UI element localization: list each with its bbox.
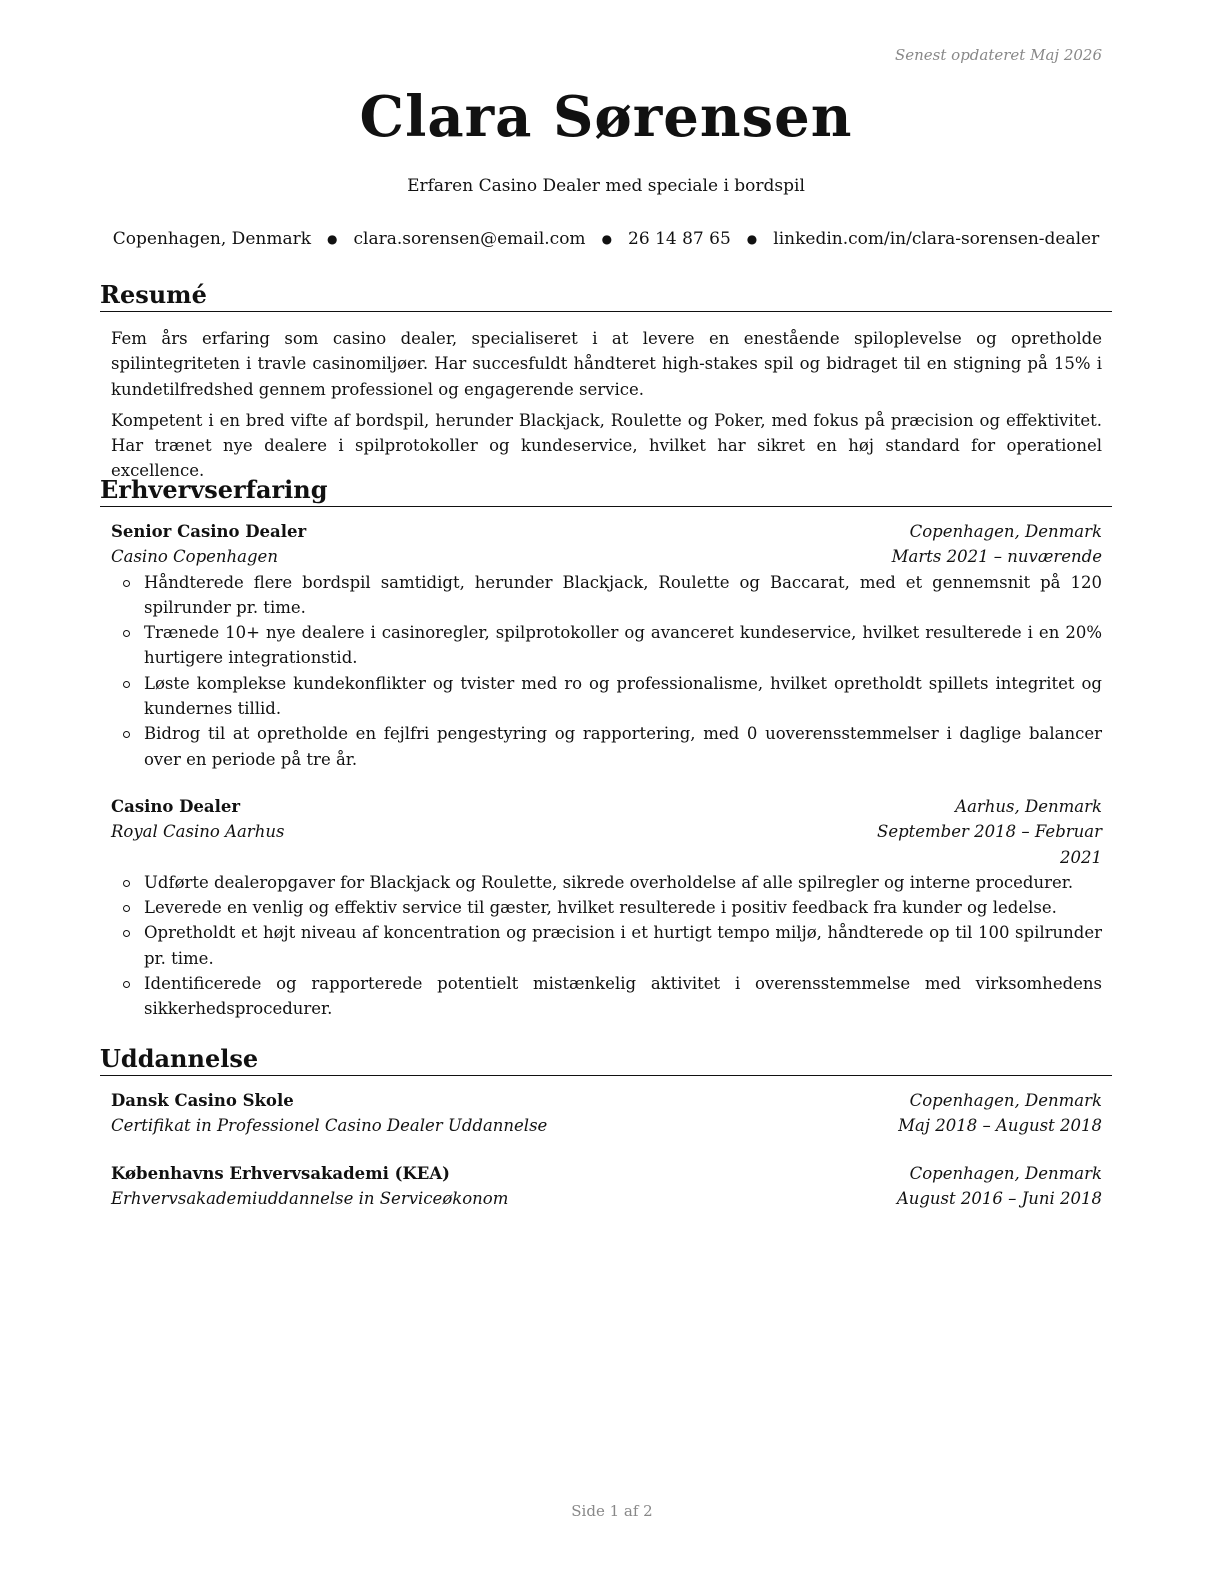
contact-line xyxy=(100,229,1112,249)
list-item: Trænede 10+ nye dealere i casinoregler, spilprotokoller og avanceret kundeservice, hvilket resulterede i en 20% hurtigere integrationstid. xyxy=(111,620,1102,671)
bullet-separator-icon: ● xyxy=(746,232,758,246)
resume-page xyxy=(100,0,1112,1584)
job-entry xyxy=(111,519,1102,772)
contact-linkedin[interactable]: linkedin.com/in/clara-sorensen-dealer xyxy=(773,229,1100,249)
section-title-experience: Erhvervserfaring xyxy=(100,475,1112,507)
list-item: Opretholdt et højt niveau af koncentration og præcision i et hurtigt tempo miljø, håndterede op til 100 spilrunder pr. time. xyxy=(111,920,1102,971)
section-title-summary: Resumé xyxy=(100,280,1112,312)
job-location: Aarhus, Denmark xyxy=(955,796,1102,816)
school-location: Copenhagen, Denmark xyxy=(909,1091,1102,1110)
school-degree: Erhvervsakademiuddannelse in Serviceøkonom xyxy=(111,1188,509,1208)
school-name: Dansk Casino Skole xyxy=(111,1091,294,1110)
job-entry xyxy=(111,794,1102,1022)
contact-email[interactable]: clara.sorensen@email.com xyxy=(353,229,586,249)
job-company: Royal Casino Aarhus xyxy=(111,822,285,842)
school-degree: Certifikat in Professionel Casino Dealer Uddannelse xyxy=(111,1116,548,1136)
school-location: Copenhagen, Denmark xyxy=(909,1163,1102,1183)
job-bullets xyxy=(111,570,1102,772)
education-entry xyxy=(111,1088,1102,1139)
job-bullets xyxy=(111,870,1102,1022)
education-entry xyxy=(111,1161,1102,1212)
summary-paragraph: Fem års erfaring som casino dealer, specialiseret i at levere en enestående spiloplevelse og opretholde spilintegriteten i travle casinomiljøer. Har succesfuldt håndteret high-stakes spil og bidraget til en stigning på 15% i kundetilfredshed gennem professionel og engagerende service. xyxy=(111,329,1102,399)
summary-paragraph: Kompetent i en bred vifte af bordspil, herunder Blackjack, Roulette og Poker, med fokus på præcision og effektivitet. Har trænet nye dealere i spilprotokoller og kundeservice, hvilket har sikret en høj standard for operationel excellence. xyxy=(111,410,1102,481)
list-item: Håndterede flere bordspil samtidigt, herunder Blackjack, Roulette og Baccarat, med et gennemsnit på 120 spilrunder pr. time. xyxy=(111,570,1102,621)
school-dates: August 2016 – Juni 2018 xyxy=(896,1188,1102,1208)
job-dates: Marts 2021 – nuværende xyxy=(891,547,1102,567)
tagline: Erfaren Casino Dealer med speciale i bordspil xyxy=(407,176,805,196)
list-item: Leverede en venlig og effektiv service til gæster, hvilket resulterede i positiv feedback fra kunder og ledelse. xyxy=(111,895,1102,920)
contact-location: Copenhagen, Denmark xyxy=(112,229,312,249)
experience-section xyxy=(100,475,1112,1022)
summary-section xyxy=(100,280,1112,484)
page-number: Side 1 af 2 xyxy=(571,1502,653,1520)
contact-phone: 26 14 87 65 xyxy=(628,229,731,249)
education-section xyxy=(100,1044,1112,1211)
section-title-education: Uddannelse xyxy=(100,1044,1112,1076)
job-dates: September 2018 – Februar 2021 xyxy=(877,822,1102,867)
list-item: Identificerede og rapporterede potentielt mistænkelig aktivitet i overensstemmelse med virksomhedens sikkerhedsprocedurer. xyxy=(111,971,1102,1022)
job-company: Casino Copenhagen xyxy=(111,547,278,567)
school-dates: Maj 2018 – August 2018 xyxy=(898,1116,1102,1136)
bullet-separator-icon: ● xyxy=(601,232,613,246)
list-item: Løste komplekse kundekonflikter og tvister med ro og professionalisme, hvilket opretholdt spillets integritet og kundernes tillid. xyxy=(111,671,1102,722)
list-item: Bidrog til at opretholde en fejlfri pengestyring og rapportering, med 0 uoverensstemmelser i daglige balancer over en periode på tre år. xyxy=(111,721,1102,772)
job-role: Senior Casino Dealer xyxy=(111,522,307,541)
school-name: Københavns Erhvervsakademi (KEA) xyxy=(111,1163,450,1183)
last-updated: Senest opdateret Maj 2026 xyxy=(894,46,1102,64)
job-location: Copenhagen, Denmark xyxy=(909,522,1102,541)
candidate-name: Clara Sørensen xyxy=(359,84,853,150)
job-role: Casino Dealer xyxy=(111,796,241,816)
list-item: Udførte dealeropgaver for Blackjack og Roulette, sikrede overholdelse af alle spilregler og interne procedurer. xyxy=(111,870,1102,895)
bullet-separator-icon: ● xyxy=(327,232,338,246)
